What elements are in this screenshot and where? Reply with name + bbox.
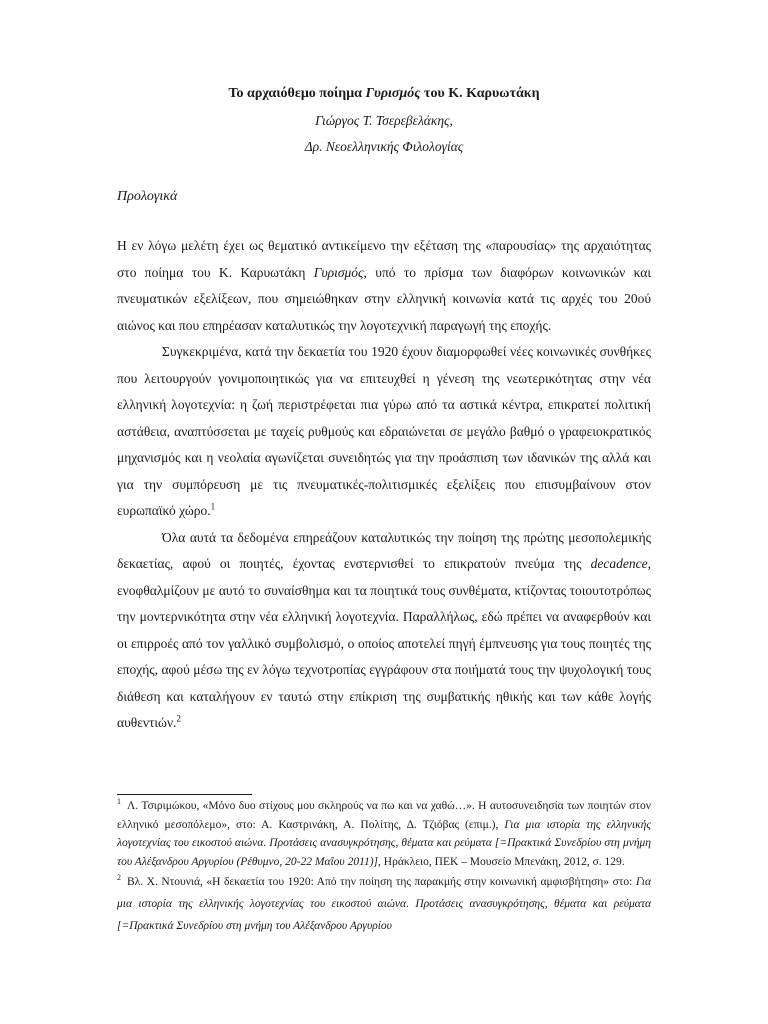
footnote-2-mark: 2 — [117, 873, 121, 883]
author-name: Γιώργος Τ. Τσερεβελάκης, — [315, 113, 453, 128]
title-text-end: του Κ. Καρυωτάκη — [420, 86, 540, 101]
footnote-1 — [117, 797, 651, 871]
body-text — [117, 233, 651, 737]
footnote-1-text: Λ. Τσιριμώκου, «Μόνο δυο στίχους μου σκληρούς να πω και να χαθώ…». Η αυτοσυνειδησία των ποιητών στον ελληνικό μεσοπόλεμο», στο: Α. Καστρινάκη, Α. Πολίτης, Δ. Τζιόβας (επιμ.), — [117, 800, 651, 831]
footnote-1-publisher: , Ηράκλειο, ΠΕΚ – Μουσείο Μπενάκη, 2012, σ. 129. — [378, 855, 625, 868]
paragraph-1 — [117, 233, 651, 339]
footnote-1-book-title: Για μια ιστορία της ελληνικής λογοτεχνίας του εικοστού αιώνα. Προτάσεις ανασυγκρότησης, θέματα και ρεύματα [=Πρακτικά Συνεδρίου στη μνήμη του Αλέξανδρου Αργυρίου (Ρέθυμνο, 20-22 Μαΐου 2011)] — [117, 818, 651, 868]
paragraph-1-text-cont: , υπό το πρίσμα των διαφόρων κοινωνικών και πνευματικών εξελίξεων, που σημειώθηκαν στην ελληνική κοινωνία κατά τις αρχές του 20ού αιώνος και που επηρέασαν καταλυτικώς την λογοτεχνική παραγωγή της εποχής. — [117, 264, 652, 333]
title-text-start: Το αρχαιόθεμο ποίημα — [228, 86, 366, 101]
document-title — [0, 86, 768, 102]
footnote-1-mark: 1 — [117, 797, 121, 807]
author-degree: Δρ. Νεοελληνικής Φιλολογίας — [304, 139, 464, 154]
footnote-ref-2[interactable]: 2 — [176, 713, 181, 724]
paragraph-3-decadence: decadence — [590, 556, 648, 571]
footnote-2-text: Βλ. Χ. Ντουνιά, «Η δεκαετία του 1920: Από την ποίηση της παρακμής στην κοινωνική αμφισβήτηση» στο: — [127, 876, 636, 888]
footnote-2-book-title: Για μια ιστορία της ελληνικής λογοτεχνίας του εικοστού αιώνα. Προτάσεις ανασυγκρότησης, θέματα και ρεύματα [=Πρακτικά Συνεδρίου στη μνήμη του Αλέξανδρου Αργυρίου — [117, 876, 651, 932]
paragraph-1-poem-name: Γυρισμός — [313, 264, 364, 280]
paragraph-3-text: Όλα αυτά τα δεδομένα επηρεάζουν καταλυτικώς την ποίηση της πρώτης μεσοπολεμικής δεκαετίας, αφού οι ποιητές, έχοντας ενστερνισθεί το επικρατούν πνεύμα της — [117, 529, 651, 571]
footnotes — [117, 797, 651, 937]
footnote-2 — [117, 871, 651, 937]
paragraph-1-text: Η εν λόγω μελέτη έχει ως θεματικό αντικείμενο την εξέταση της «παρουσίας» της αρχαιότητας στο ποίημα του Κ. Καρυωτάκη — [117, 238, 651, 280]
paragraph-3-text-cont: , ενοφθαλμίζουν με αυτό το συναίσθημα και τα ποιητικά τους συνθέματα, κτίζοντας τοιουτοτρόπως την μοντερνικότητα στην νέα ελληνική λογοτεχνία. Παραλλήλως, εδώ πρέπει να αναφερθούν και οι επιρροές από τον γαλλικό συμβολισμό, ο οποίος αποτελεί πηγή έμπνευσης για τους ποιητές της εποχής, αφού μέσω της εν λόγω τεχνοτροπίας εγγράφουν στα ποιήματά τους την ψυχολογική τους διάθεση και καταλήγουν εν ταυτώ στην επίκριση της συμβατικής ηθικής και των κάθε λογής αυθεντιών. — [117, 556, 651, 730]
paragraph-2 — [117, 339, 651, 525]
paragraph-3 — [117, 525, 651, 737]
title-poem-name: Γυρισμός — [365, 86, 421, 101]
footnote-ref-1[interactable]: 1 — [210, 501, 216, 512]
section-heading: Προλογικά — [117, 189, 178, 204]
footnote-separator — [117, 794, 252, 795]
paragraph-2-text: Συγκεκριμένα, κατά την δεκαετία του 1920 έχουν διαμορφωθεί νέες κοινωνικές συνθήκες που λειτουργούν γονιμοποιητικώς για να επιτευχθεί η γένεση της νεωτερικότητας στην νέα ελληνική λογοτεχνία: η ζωή περιστρέφεται πια γύρω από τα αστικά κέντρα, επικρατεί πολιτική αστάθεια, αναπτύσσεται με ταχείς ρυθμούς και εδραιώνεται σε μεγάλο βαθμό ο γραφειοκρατικός μηχανισμός και η νεολαία αγωνίζεται συνειδητώς για την προάσπιση των ιδανικών της αλλά και για την συμπόρευση με τις πνευματικές-πολιτισμικές εξελίξεις που επισυμβαίνουν στον ευρωπαϊκό χώρο. — [117, 344, 651, 518]
